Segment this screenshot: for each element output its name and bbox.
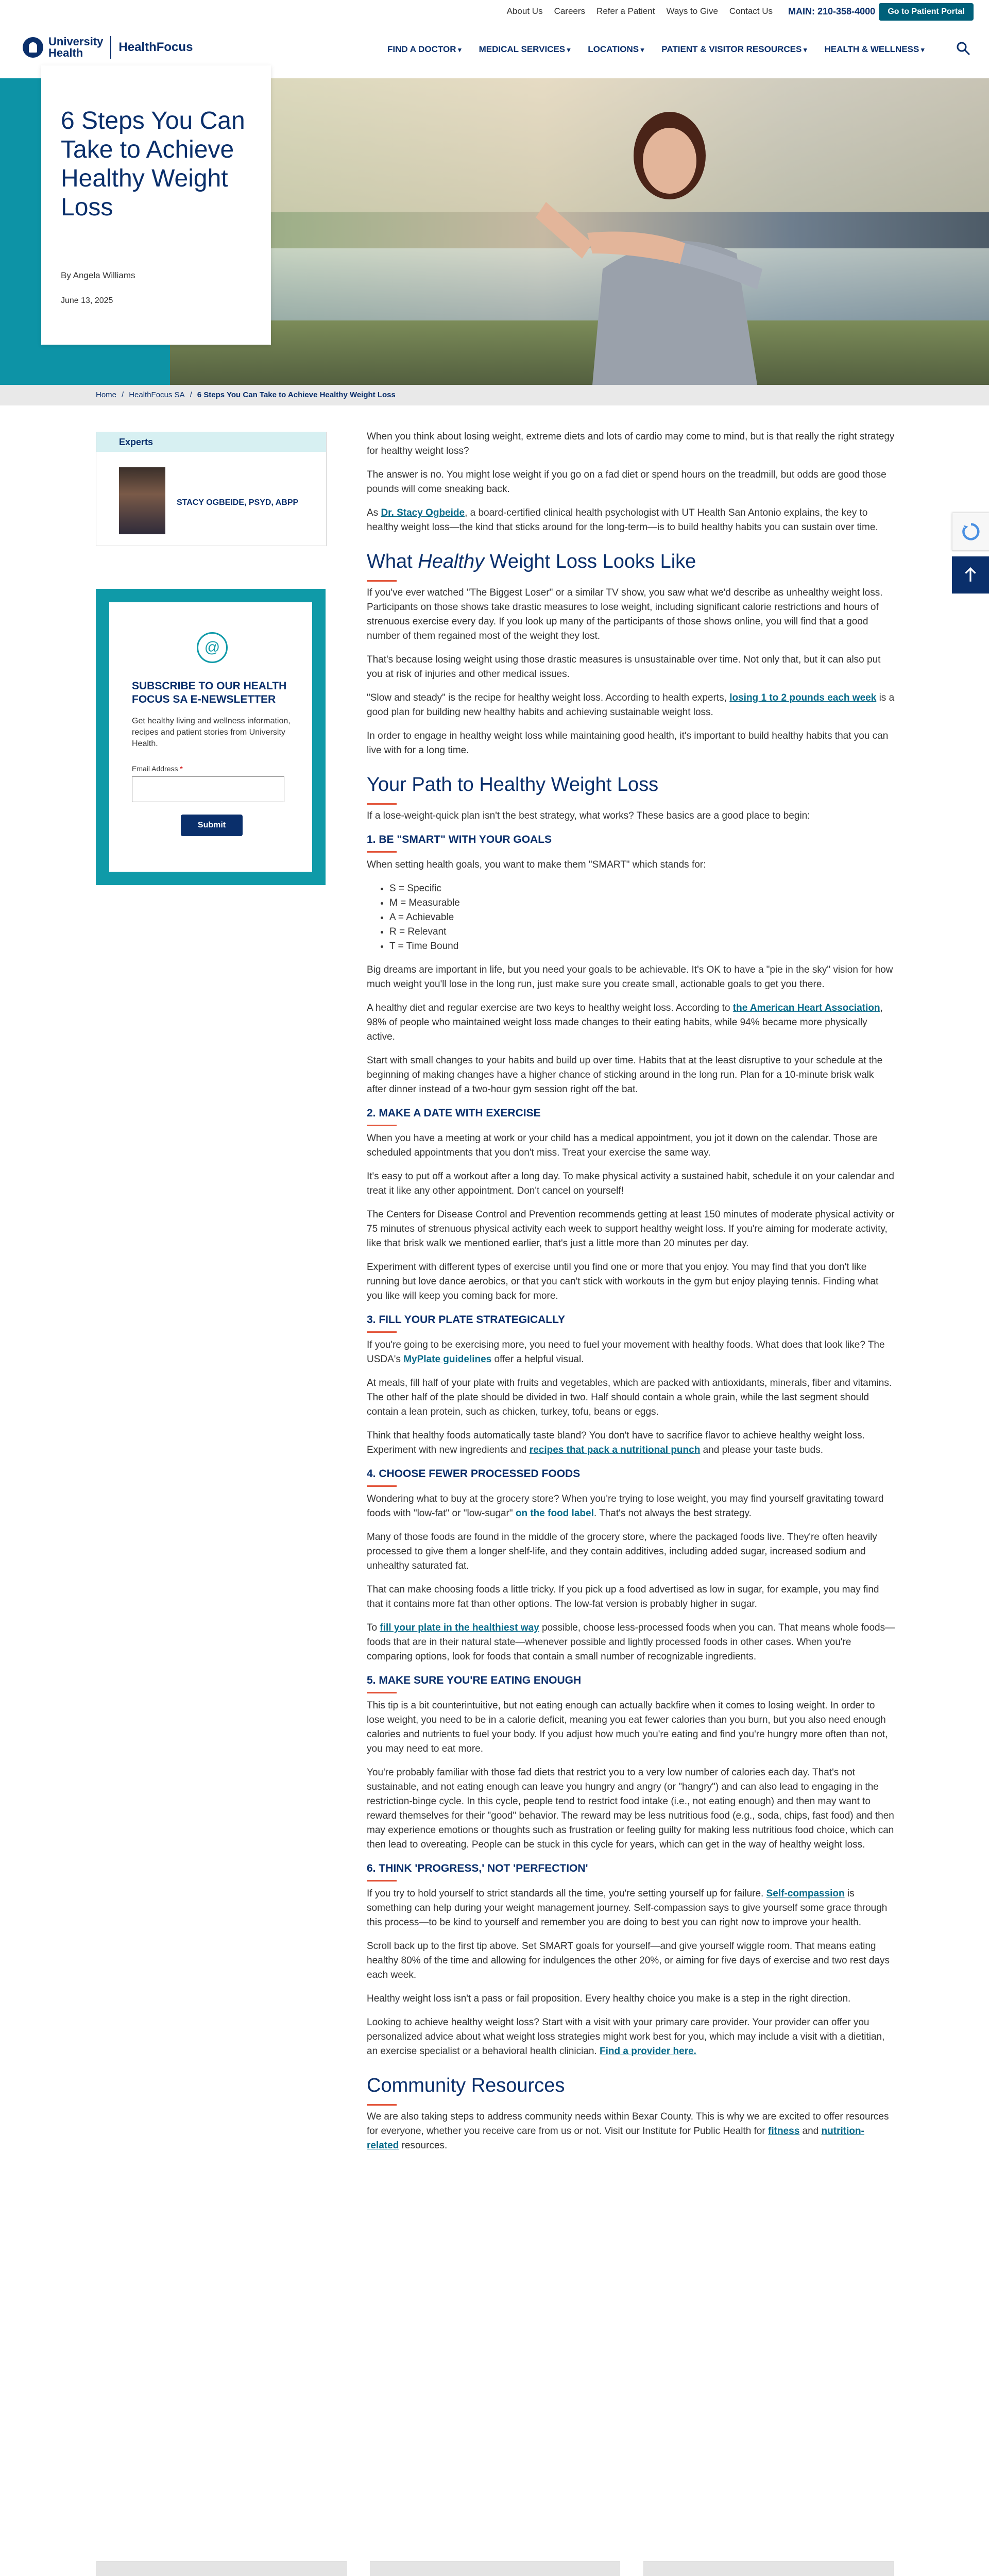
nav-locations[interactable]: LOCATIONS ▾ bbox=[588, 44, 644, 55]
list-item: • T = Time Bound bbox=[389, 939, 895, 954]
step-3-paragraph-b: At meals, fill half of your plate with fruits and vegetables, which are packed with antioxidants, minerals, fiber and vitamins. The other half of the plate should be divided in two. Half should contain a whole grain, while the last segment should contain a lean protein, such as chicken, turkey, tofu, beans or eggs. bbox=[367, 1378, 892, 1417]
arrow-up-icon bbox=[962, 566, 979, 584]
text-run: What bbox=[367, 551, 418, 572]
intro-paragraph-3 bbox=[367, 506, 895, 535]
losing-pounds-link[interactable]: losing 1 to 2 pounds each week bbox=[729, 692, 877, 703]
step-3-paragraph-c bbox=[367, 1429, 895, 1458]
main-phone-number: 210-358-4000 bbox=[817, 6, 876, 16]
logo-line2: Health bbox=[48, 46, 83, 59]
fill-plate-link[interactable]: fill your plate in the healthiest way bbox=[380, 1622, 539, 1633]
breadcrumb-items bbox=[96, 391, 396, 399]
hero-title-card bbox=[41, 65, 271, 345]
text-run: resources. bbox=[399, 2140, 448, 2151]
text-run: . That's not always the best strategy. bbox=[593, 1508, 752, 1519]
step-4-paragraph-c: That can make choosing foods a little tricky. If you pick up a food advertised as low in sugar, for example, you may find that it contains more fat than other options. The low-fat version is probably higher in sugar. bbox=[367, 1584, 879, 1609]
step-4-paragraph-b: Many of those foods are found in the middle of the grocery store, where the packaged foods live. They're often heavily processed to give them a longer shelf-life, and they contain additives, including added sugar, increased sodium and unhealthy saturated fat. bbox=[367, 1532, 877, 1571]
back-to-top-button[interactable] bbox=[952, 556, 989, 594]
step-3-heading: 3. FILL YOUR PLATE STRATEGICALLY bbox=[367, 1313, 895, 1333]
step-5-heading: 5. MAKE SURE YOU'RE EATING ENOUGH bbox=[367, 1673, 895, 1693]
step-2-heading: 2. MAKE A DATE WITH EXERCISE bbox=[367, 1106, 895, 1126]
smart-list bbox=[367, 882, 895, 954]
text-run: Healthy bbox=[418, 551, 485, 572]
text-run: We are also taking steps to address community needs within Bexar County. This is why we are excited to offer resources for everyone, whether you receive care from us or not. Visit our Institute for Public Health for bbox=[367, 2111, 889, 2137]
article-body bbox=[367, 430, 895, 2162]
breadcrumb-current: 6 Steps You Can Take to Achieve Healthy Weight Loss bbox=[197, 391, 396, 399]
breadcrumb-healthfocus[interactable]: HealthFocus SA bbox=[129, 391, 185, 399]
step-1-heading: 1. BE "SMART" WITH YOUR GOALS bbox=[367, 833, 895, 853]
newsletter-box bbox=[96, 589, 326, 885]
step-1-paragraph-c bbox=[367, 1001, 895, 1044]
required-asterisk: * bbox=[180, 765, 183, 773]
card-image-placeholder bbox=[370, 2561, 620, 2576]
hero-woman-stretching-illustration bbox=[515, 99, 804, 385]
text-run: Think that healthy foods automatically taste bland? You don't have to sacrifice flavor to achieve healthy weight loss. Experiment with new ingredients and bbox=[367, 1430, 865, 1455]
heading-what-healthy bbox=[367, 550, 895, 582]
article-author: By Angela Williams bbox=[61, 270, 135, 280]
text-run: If you try to hold yourself to strict standards all the time, you're setting yourself up for failure. bbox=[367, 1888, 766, 1899]
main-nav bbox=[387, 44, 924, 55]
text-run: , 98% of people who maintained weight loss made changes to their eating habits, while 94% became more physically active. bbox=[367, 1003, 883, 1042]
step-6-paragraph-d bbox=[367, 2015, 895, 2059]
myplate-link[interactable]: MyPlate guidelines bbox=[403, 1354, 492, 1365]
text-run: offer a helpful visual. bbox=[491, 1354, 584, 1365]
breadcrumb-home[interactable]: Home bbox=[96, 391, 117, 399]
step-4-heading: 4. CHOOSE FEWER PROCESSED FOODS bbox=[367, 1467, 895, 1487]
step-1-paragraph-a: When setting health goals, you want to make them "SMART" which stands for: bbox=[367, 859, 706, 870]
what-paragraph-3 bbox=[367, 691, 895, 720]
step-1-paragraph-b: Big dreams are important in life, but you need your goals to be achievable. It's OK to have a "pie in the sky" vision for how much weight you'll lose in the long run, just make sure you create small, actionable goals to get you there. bbox=[367, 964, 893, 990]
page-title: 6 Steps You Can Take to Achieve Healthy Weight Loss bbox=[61, 107, 245, 221]
step-4-paragraph-d bbox=[367, 1621, 895, 1664]
intro-paragraph-2: The answer is no. You might lose weight if you go on a fad diet or spend hours on the treadmill, but odds are good those pounds will come sneaking back. bbox=[367, 469, 886, 495]
step-3-paragraph-a bbox=[367, 1338, 895, 1367]
search-icon[interactable] bbox=[956, 41, 970, 56]
card-image-placeholder bbox=[96, 2561, 347, 2576]
text-run: , a board-certified clinical health psychologist with UT Health San Antonio explains, the key to healthy weight loss—the kind that sticks around for the long-term—is to build healthy habits you can sustain over time. bbox=[367, 507, 878, 533]
at-sign-icon: @ bbox=[197, 632, 228, 663]
text-run: and please your taste buds. bbox=[700, 1445, 824, 1455]
list-item: • S = Specific bbox=[389, 882, 895, 896]
text-run: To bbox=[367, 1622, 380, 1633]
text-run: As bbox=[367, 507, 381, 518]
step-2-paragraph-c: The Centers for Disease Control and Prevention recommends getting at least 150 minutes of moderate physical activity or 75 minutes of strenuous physical activity each week to support healthy weight loss. If you're aiming for moderate activity, like that brisk walk we mentioned earlier, that's just a little more than 20 minutes per day. bbox=[367, 1209, 895, 1249]
step-2-paragraph-b: It's easy to put off a workout after a long day. To make physical activity a sustained habit, schedule it on your calendar and treat it like any other appointment. Don't cancel on yourself! bbox=[367, 1171, 894, 1196]
utility-bar bbox=[0, 0, 989, 23]
nav-patient-visitor-resources[interactable]: PATIENT & VISITOR RESOURCES ▾ bbox=[661, 44, 807, 55]
step-5-paragraph-a: This tip is a bit counterintuitive, but not eating enough can actually backfire when it comes to losing weight. In order to lose weight, you need to be in a calorie deficit, meaning you eat fewer calories than you burn, but you also need enough calories and nutrients to fuel your body. If you adjust how much you're eating and find you're hungry more often than not, you may need to eat more. bbox=[367, 1700, 888, 1754]
food-label-link[interactable]: on the food label bbox=[515, 1508, 594, 1519]
what-paragraph-2: That's because losing weight using those drastic measures is unsustainable over time. Not only that, but it can also put you at risk of injuries and other medical issues. bbox=[367, 654, 881, 680]
text-run: Weight Loss Looks Like bbox=[484, 551, 696, 572]
recaptcha-icon bbox=[962, 522, 980, 541]
step-2-paragraph-a: When you have a meeting at work or your child has a medical appointment, you jot it down on the calendar. Those are scheduled appointments that you don't miss. Treat your exercise the same way. bbox=[367, 1133, 878, 1158]
text-run: "Slow and steady" is the recipe for healthy weight loss. According to health experts, bbox=[367, 692, 730, 703]
heading-your-path: Your Path to Healthy Weight Loss bbox=[367, 773, 895, 805]
text-run: is a good plan for building new healthy habits and achieving sustainable weight loss. bbox=[367, 692, 895, 718]
expert-name-link[interactable]: STACY OGBEIDE, PSYD, ABPP bbox=[177, 498, 299, 507]
main-phone[interactable] bbox=[788, 6, 875, 17]
email-label bbox=[132, 765, 183, 773]
breadcrumb-separator-icon: / bbox=[122, 391, 124, 399]
nav-find-a-doctor[interactable]: FIND A DOCTOR ▾ bbox=[387, 44, 462, 55]
logo-wordmark bbox=[48, 36, 103, 59]
university-health-logo-icon bbox=[23, 37, 43, 58]
breadcrumb-separator-icon: / bbox=[190, 391, 192, 399]
breadcrumb bbox=[0, 385, 989, 405]
newsletter-inner bbox=[109, 602, 312, 872]
email-label-text: Email Address bbox=[132, 765, 178, 773]
path-paragraph: If a lose-weight-quick plan isn't the best strategy, what works? These basics are a good place to begin: bbox=[367, 810, 810, 821]
text-run: and bbox=[799, 2126, 822, 2137]
community-paragraph bbox=[367, 2110, 895, 2153]
experts-heading: Experts bbox=[96, 432, 326, 452]
step-6-paragraph-b: Scroll back up to the first tip above. Set SMART goals for yourself—and give yourself wiggle room. That means eating healthy 80% of the time and allowing for indulgences the other 20%, or aiming for five days of exercise and two rest days each week. bbox=[367, 1941, 890, 1980]
heading-community-resources: Community Resources bbox=[367, 2074, 895, 2106]
nav-health-wellness[interactable]: HEALTH & WELLNESS ▾ bbox=[824, 44, 924, 55]
text-run: Wondering what to buy at the grocery store? When you're trying to lose weight, you may find yourself gravitating toward foods with "low-fat" or "low-sugar" bbox=[367, 1494, 884, 1519]
main-phone-label: MAIN: bbox=[788, 6, 815, 16]
card-image-placeholder bbox=[643, 2561, 894, 2576]
list-item: • M = Measurable bbox=[389, 896, 895, 910]
what-paragraph-1: If you've ever watched "The Biggest Loser" or a similar TV show, you saw what we'd describe as unhealthy weight loss. Participants on those shows take drastic measures to lose weight, including significant calorie restrictions and hours of strenuous exercise every day. If you look up many of the participants of those shows online, you will find that a good number of them regained most of the weight they lost. bbox=[367, 587, 883, 641]
aha-link[interactable]: the American Heart Association bbox=[732, 1003, 880, 1013]
site-logo[interactable] bbox=[23, 36, 193, 59]
article-date: June 13, 2025 bbox=[61, 296, 113, 305]
email-field[interactable] bbox=[132, 776, 284, 802]
newsletter-description: Get healthy living and wellness information, recipes and patient stories from University Health. bbox=[132, 717, 291, 748]
text-run: possible, choose less-processed foods when you can. That means whole foods—foods that are in their natural state—whenever possible and lightly processed foods in other cases. When you're comparing options, look for foods that contain a small number of recognizable ingredients. bbox=[367, 1622, 895, 1662]
text-run: A healthy diet and regular exercise are two keys to healthy weight loss. According to bbox=[367, 1003, 733, 1013]
experts-box bbox=[96, 432, 327, 546]
what-paragraph-4: In order to engage in healthy weight loss while maintaining good health, it's important to build healthy habits that you can live with for a long time. bbox=[367, 731, 889, 756]
logo-divider bbox=[110, 36, 111, 59]
step-2-paragraph-d: Experiment with different types of exercise until you find one or more that you enjoy. You may find that you don't like running but love dance aerobics, or that you can't stick with workouts in the gym but enjoy playing tennis. Finding what you like will keep you coming back for more. bbox=[367, 1262, 879, 1301]
newsletter-submit-button[interactable]: Submit bbox=[181, 815, 243, 836]
step-6-paragraph-a bbox=[367, 1887, 895, 1930]
expert-avatar[interactable] bbox=[119, 467, 165, 534]
intro-paragraph-1: When you think about losing weight, extreme diets and lots of cardio may come to mind, but is that really the right strategy for healthy weight loss? bbox=[367, 431, 895, 456]
utility-link-refer[interactable]: Refer a Patient bbox=[596, 6, 655, 16]
fitness-link[interactable]: fitness bbox=[768, 2126, 800, 2137]
logo-line1: University bbox=[48, 35, 104, 48]
patient-portal-button[interactable]: Go to Patient Portal bbox=[879, 3, 974, 21]
utility-link-contact[interactable]: Contact Us bbox=[729, 6, 773, 16]
recipes-link[interactable]: recipes that pack a nutritional punch bbox=[529, 1445, 701, 1455]
find-provider-link[interactable]: Find a provider here. bbox=[600, 2046, 696, 2057]
utility-link-give[interactable]: Ways to Give bbox=[666, 6, 718, 16]
step-1-paragraph-d: Start with small changes to your habits and build up over time. Habits that at the least disruptive to your schedule at the beginning of making changes have a higher chance of sticking around in the long run. Plan for a 10-minute brisk walk after dinner instead of a two-hour gym session right off the bat. bbox=[367, 1055, 883, 1095]
text-run: is something can help during your weight management journey. Self-compassion says to give yourself some grace through this process—to be kind to yourself and remember you are doing to best you can right now to improve your health. bbox=[367, 1888, 888, 1928]
step-6-heading: 6. THINK 'PROGRESS,' NOT 'PERFECTION' bbox=[367, 1861, 895, 1882]
utility-link-about[interactable]: About Us bbox=[506, 6, 543, 16]
text-run: If you're going to be exercising more, you need to fuel your movement with healthy foods. What does that look like? The USDA's bbox=[367, 1340, 885, 1365]
healthfocus-logo: HealthFocus bbox=[118, 40, 193, 54]
list-item: • R = Relevant bbox=[389, 925, 895, 939]
utility-link-careers[interactable]: Careers bbox=[554, 6, 586, 16]
self-compassion-link[interactable]: Self-compassion bbox=[766, 1888, 845, 1899]
dr-ogbeide-link[interactable]: Dr. Stacy Ogbeide bbox=[381, 507, 465, 518]
step-4-paragraph-a bbox=[367, 1492, 895, 1521]
step-5-paragraph-b: You're probably familiar with those fad diets that restrict you to a very low number of calories each day. That's not sustainable, and not eating enough can leave you hungry and angry (or "hangry") and can also lead to engaging in the restriction-binge cycle. In this cycle, people tend to restrict food intake (i.e., not eating enough) and then may want to reward themselves for their "good" behavior. The reward may be less nutritious food (e.g., soda, chips, fast food) and then may experience emotions or thoughts such as frustration or feeling guilty for making less nutritious food choice, which can then lead to overeating. People can be stuck in this cycle for years, which can get in the way of healthy weight loss. bbox=[367, 1767, 894, 1850]
nav-medical-services[interactable]: MEDICAL SERVICES ▾ bbox=[479, 44, 571, 55]
list-item: • A = Achievable bbox=[389, 910, 895, 925]
nutrition-link[interactable]: nutrition-related bbox=[367, 2126, 864, 2151]
step-6-paragraph-c: Healthy weight loss isn't a pass or fail proposition. Every healthy choice you make is a step in the right direction. bbox=[367, 1993, 851, 2004]
text-run: Looking to achieve healthy weight loss? Start with a visit with your primary care provider. Your provider can offer you personalized advice about what weight loss strategies might work best for you, which may include a visit with a dietitian, an exercise specialist or a behavioral health clinician. bbox=[367, 2017, 885, 2057]
utility-links bbox=[507, 6, 773, 16]
recaptcha-badge bbox=[952, 513, 989, 551]
newsletter-title: SUBSCRIBE TO OUR HEALTH FOCUS SA E-NEWSLETTER bbox=[132, 680, 287, 705]
